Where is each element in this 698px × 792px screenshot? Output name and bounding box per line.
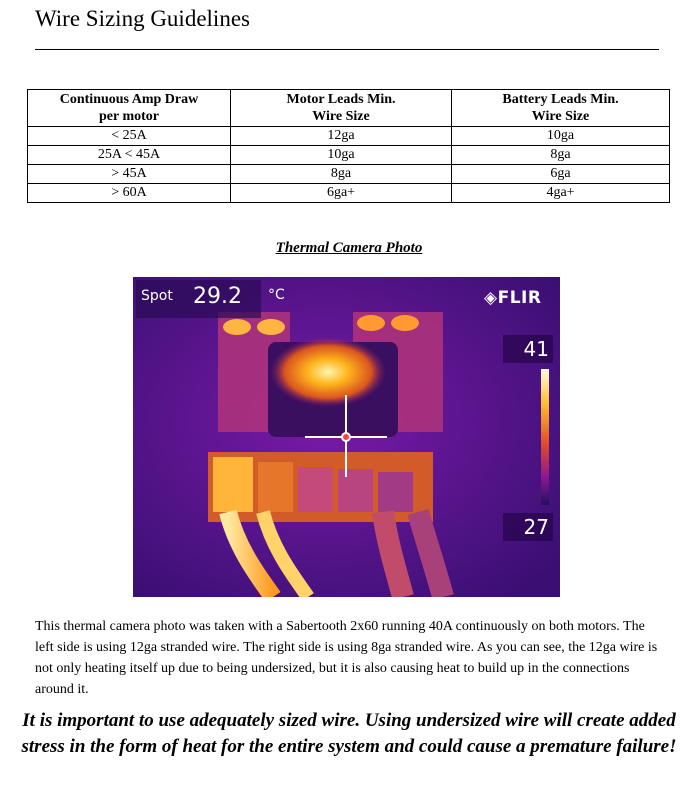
cell-motor: 6ga+ xyxy=(231,184,452,203)
table-row xyxy=(28,146,670,165)
thermal-image xyxy=(133,277,560,597)
scale-min-text: 27 xyxy=(523,515,549,539)
cell-motor: 10ga xyxy=(231,146,452,165)
cell-motor: 8ga xyxy=(231,165,452,184)
cell-motor: 12ga xyxy=(231,127,452,146)
scale-max-value xyxy=(503,335,553,363)
cell-battery: 10ga xyxy=(452,127,670,146)
scale-max-text: 41 xyxy=(523,337,549,361)
header-battery-leads-line2: Wire Size xyxy=(531,109,590,124)
table-row xyxy=(28,165,670,184)
cell-amp: < 25A xyxy=(28,127,231,146)
header-amp-draw-line1: Continuous Amp Draw xyxy=(59,92,199,107)
header-battery-leads-line1: Battery Leads Min. xyxy=(502,92,619,107)
scale-min-value xyxy=(503,513,553,541)
flir-diamond-icon: ◈ xyxy=(484,288,498,308)
page-title: Wire Sizing Guidelines xyxy=(35,6,250,31)
cell-amp: > 45A xyxy=(28,165,231,184)
wire-size-table xyxy=(27,89,670,203)
temperature-scale-bar xyxy=(541,369,549,505)
spot-temperature-value: 29.2 xyxy=(193,284,242,309)
photo-caption: Thermal Camera Photo xyxy=(275,240,423,256)
cell-amp: > 60A xyxy=(28,184,231,203)
flir-brand-text: FLIR xyxy=(497,288,542,308)
header-battery-leads xyxy=(452,90,670,127)
table-row xyxy=(28,127,670,146)
header-motor-leads-line2: Wire Size xyxy=(312,109,370,124)
header-motor-leads-line1: Motor Leads Min. xyxy=(286,92,396,107)
header-motor-leads xyxy=(231,90,452,127)
cell-battery: 4ga+ xyxy=(452,184,670,203)
cell-battery: 6ga xyxy=(452,165,670,184)
flir-logo xyxy=(484,288,541,308)
header-amp-draw xyxy=(28,90,231,127)
cell-amp: 25A < 45A xyxy=(28,146,231,165)
title-divider xyxy=(35,49,659,50)
header-amp-draw-line2: per motor xyxy=(99,109,159,124)
table-header-row xyxy=(28,90,670,127)
warning-text: It is important to use adequately sized wire. Using undersized wire will create added stress in the form of heat for the entire system and could cause a premature failure! xyxy=(21,710,677,757)
cell-battery: 8ga xyxy=(452,146,670,165)
spot-label: Spot xyxy=(141,288,173,304)
spot-temperature-unit: °C xyxy=(268,287,285,303)
table-row xyxy=(28,184,670,203)
photo-description: This thermal camera photo was taken with a Sabertooth 2x60 running 40A continuously on both motors. The left side is using 12ga stranded wire. The right side is using 8ga stranded wire. As you can see, the 12ga wire is not only heating itself up due to being undersized, but it is also causing heat to build up in the connections around it. xyxy=(35,619,658,697)
